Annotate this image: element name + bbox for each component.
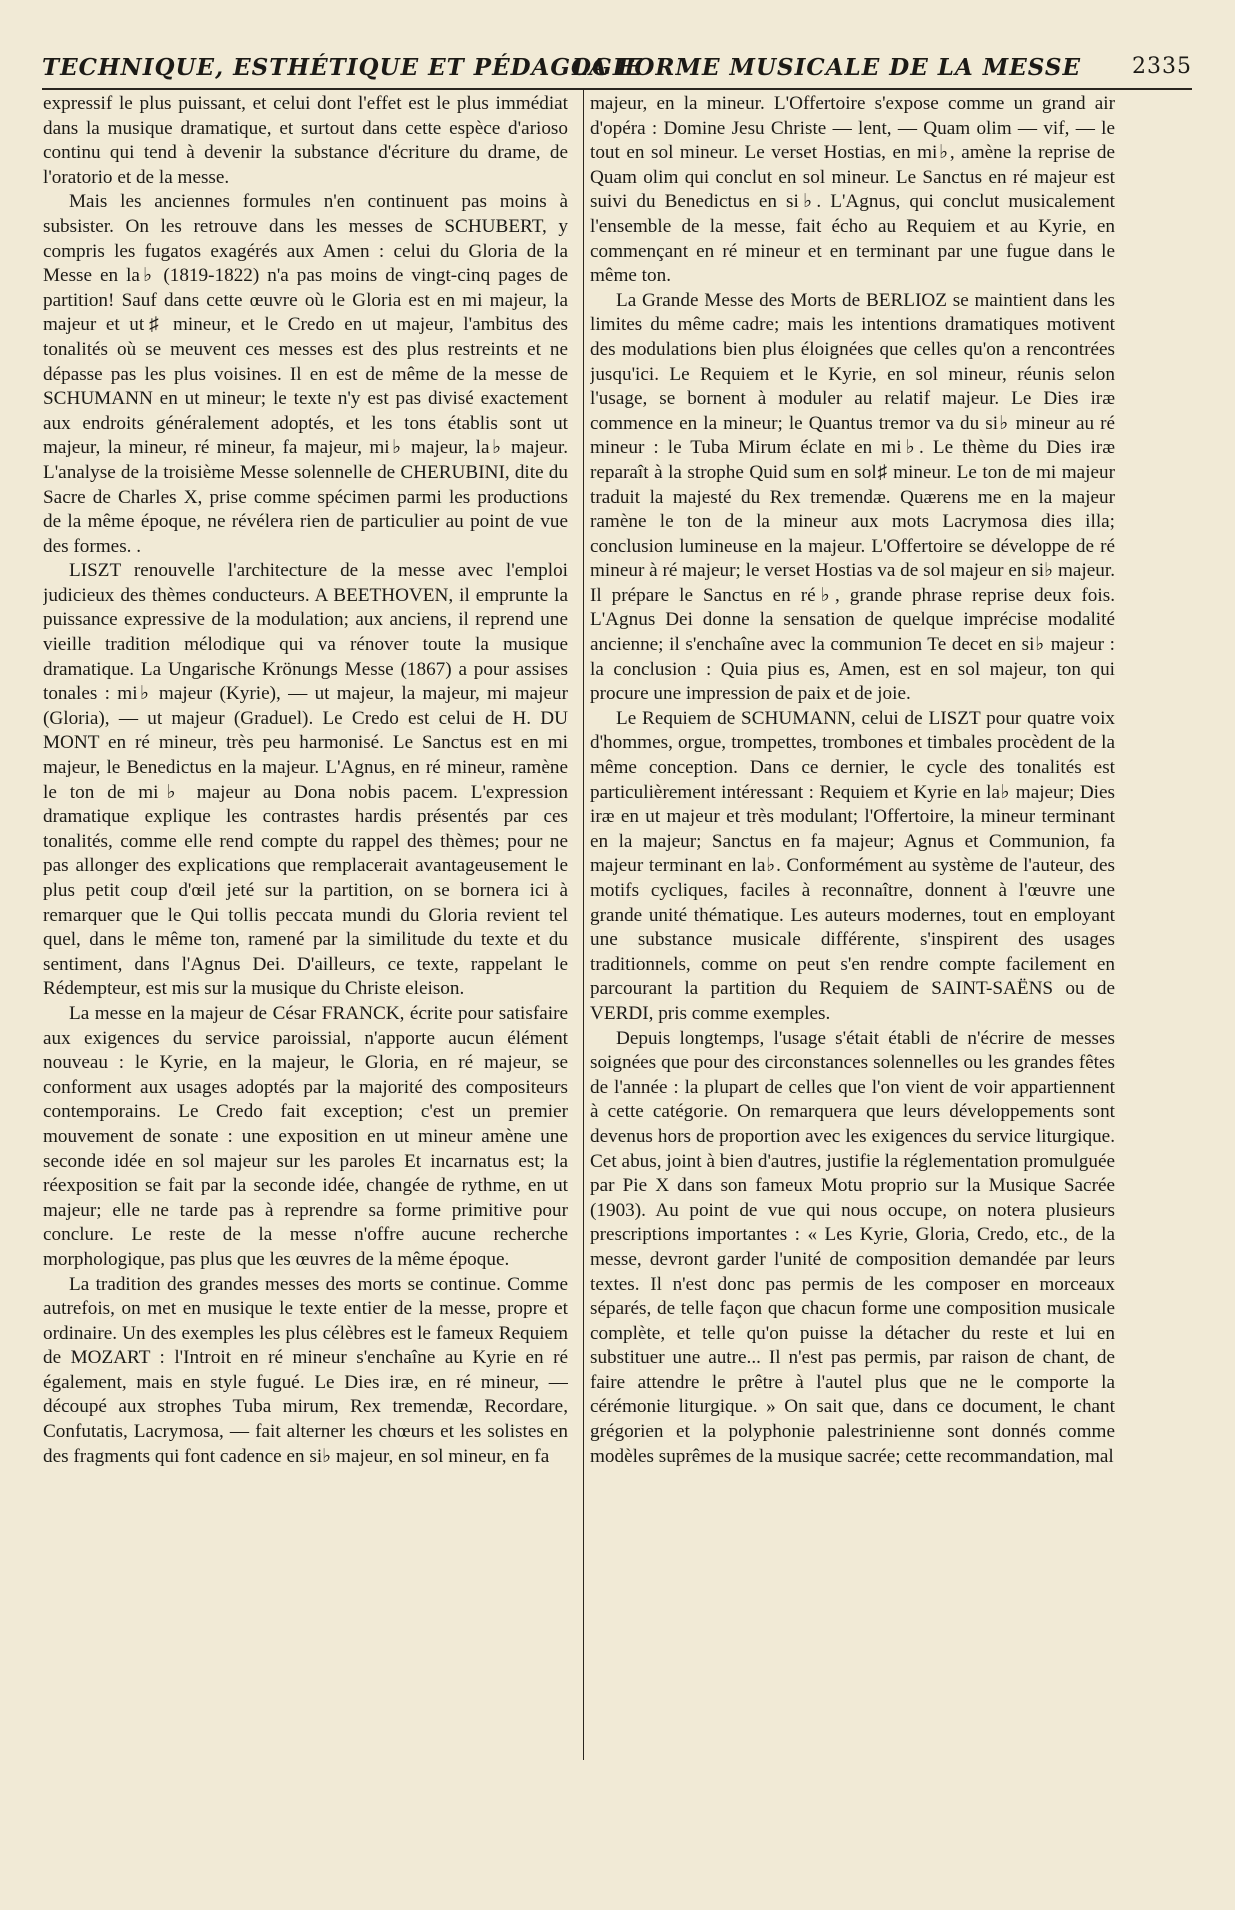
header-rule [42,88,1192,90]
paragraph: Depuis longtemps, l'usage s'était établi de n'écrire de messes soignées que pour des circonstances solennelles ou les grandes fêtes de l'année : la plupart de celles que l'on vient de voir appartiennent à cette catégorie. On remarquera que leurs développements sont devenus hors de proportion avec les exigences du service liturgique. Cet abus, joint à bien d'autres, justifie la réglementation promulguée par Pie X dans son fameux Motu proprio sur la Musique Sacrée (1903). Au point de vue qui nous occupe, on notera plusieurs prescriptions importantes : « Les Kyrie, Gloria, Credo, etc., de la messe, devront garder l'unité de composition demandée par leurs textes. Il n'est donc pas permis de les composer en morceaux séparés, de telle façon que chacun forme une composition musicale complète, et telle qu'on puisse la détacher du reste et lui en substituer une autre... Il n'est pas permis, par raison de chant, de faire attendre le prêtre à l'autel plus que ne le comporte la cérémonie liturgique. » On sait que, dans ce document, le chant grégorien et la polyphonie palestrinienne sont donnés comme modèles suprêmes de la musique sacrée; cette recommandation, mal [590,1027,1115,1467]
paragraph: Le Requiem de SCHUMANN, celui de LISZT pour quatre voix d'hommes, orgue, trompettes, trombones et timbales procèdent de la même conception. Dans ce dernier, le cycle des tonalités est particulièrement intéressant : Requiem et Kyrie en la♭ majeur; Dies iræ en ut majeur et très modulant; l'Offertoire, la mineur terminant en la majeur; Sanctus en fa majeur; Agnus et Communion, fa majeur terminant en la♭. Conformément au système de l'auteur, des motifs cycliques, faciles à reconnaître, donnent à l'œuvre une grande unité thématique. Les auteurs modernes, tout en employant une substance musicale différente, s'inspirent des usages traditionnels, comme on peut s'en rendre compte facilement en parcourant la partition du Requiem de SAINT-SAËNS ou de VERDI, pris comme exemples. [590,707,1115,1024]
header-left-title: TECHNIQUE, ESTHÉTIQUE ET PÉDAGOGIE [42,54,644,81]
header-right-title: LA FORME MUSICALE DE LA MESSE [572,54,1081,81]
paragraph: Mais les anciennes formules n'en continuent pas moins à subsister. On les retrouve dans les messes de SCHUBERT, y compris les fugatos exagérés aux Amen : celui du Gloria de la Messe en la♭ (1819-1822) n'a pas moins de vingt-cinq pages de partition! Sauf dans cette œuvre où le Gloria est en mi majeur, la majeur et ut♯ mineur, et le Credo en ut majeur, l'ambitus des tonalités où se meuvent ces messes est des plus restreints et ne dépasse pas les plus voisines. Il en est de même de la messe de SCHUMANN en ut mineur; le texte n'y est pas divisé exactement aux endroits généralement adoptés, et les tons établis sont ut majeur, la mineur, ré mineur, fa majeur, mi♭ majeur, la♭ majeur. L'analyse de la troisième Messe solennelle de CHERUBINI, dite du Sacre de Charles X, prise comme spécimen parmi les productions de la même époque, ne révélera rien de particulier au point de vue des formes. . [43,191,568,557]
paragraph: LISZT renouvelle l'architecture de la messe avec l'emploi judicieux des thèmes conducteurs. A BEETHOVEN, il emprunte la puissance expressive de la modulation; aux anciens, il reprend une vieille tradition mélodique qui va rénover toute la musique dramatique. La Ungarische Krönungs Messe (1867) a pour assises tonales : mi♭ majeur (Kyrie), — ut majeur, la majeur, mi majeur (Gloria), — ut majeur (Graduel). Le Credo est celui de H. DU MONT en ré mineur, très peu harmonisé. Le Sanctus est en mi majeur, le Benedictus en la majeur. L'Agnus, en ré mineur, ramène le ton de mi♭ majeur au Dona nobis pacem. L'expression dramatique explique les contrastes hardis présentés par ces tonalités, comme elle rend compte du rappel des thèmes; pour ne pas allonger des explications que remplacerait avantageusement le plus petit coup d'œil jeté sur la partition, on se bornera ici à remarquer que le Qui tollis peccata mundi du Gloria revient tel quel, dans le même ton, ramené par la similitude du texte et du sentiment, dans l'Agnus Dei. D'ailleurs, ce texte, rappelant le Rédempteur, est mis sur la musique du Christe eleison. [43,560,568,1000]
paragraph: La messe en la majeur de César FRANCK, écrite pour satisfaire aux exigences du service paroissial, n'apporte aucun élément nouveau : le Kyrie, en la majeur, le Gloria, en ré majeur, se conforment aux usages adoptés par la majorité des compositeurs contemporains. Le Credo fait exception; c'est un premier mouvement de sonate : une exposition en ut mineur amène une seconde idée en sol majeur sur les paroles Et incarnatus est; la réexposition se fait par la seconde idée, changée de rythme, en ut majeur; elle ne tarde pas à reprendre sa forme primitive pour conclure. Le reste de la messe n'offre aucune recherche morphologique, pas plus que les œuvres de la même époque. [43,1002,568,1270]
paragraph: La Grande Messe des Morts de BERLIOZ se maintient dans les limites du même cadre; mais les intentions dramatiques motivent des modulations bien plus éloignées que celles qu'on a rencontrées jusqu'ici. Le Requiem et le Kyrie, en sol mineur, réunis selon l'usage, se bornent à moduler au relatif majeur. Le Dies iræ commence en la mineur; le Quantus tremor va du si♭ mineur au ré mineur : le Tuba Mirum éclate en mi♭. Le thème du Dies iræ reparaît à la strophe Quid sum en sol♯ mineur. Le ton de mi majeur traduit la majesté du Rex tremendæ. Quærens me en la majeur ramène le ton de la mineur aux mots Lacrymosa dies illa; conclusion lumineuse en la majeur. L'Offertoire se développe de ré mineur à ré majeur; le verset Hostias va de sol majeur en si♭ majeur. Il prépare le Sanctus en ré♭, grande phrase reprise deux fois. L'Agnus Dei donne la sensation de quelque imprécise modalité ancienne; il s'enchaîne avec la communion Te decet en si♭ majeur : la conclusion : Quia pius es, Amen, est en sol majeur, ton qui procure une impression de paix et de joie. [590,289,1115,705]
left-column [43,92,568,1762]
page-number: 2335 [1132,54,1192,79]
paragraph: majeur, en la mineur. L'Offertoire s'expose comme un grand air d'opéra : Domine Jesu Christe — lent, — Quam olim — vif, — le tout en sol mineur. Le verset Hostias, en mi♭, amène la reprise de Quam olim qui conclut en sol mineur. Le Sanctus en ré majeur est suivi du Benedictus en si♭. L'Agnus, qui conclut musicalement l'ensemble de la messe, fait écho au Requiem et au Kyrie, en commençant en ré mineur et en terminant par une fugue dans le même ton. [590,93,1115,287]
right-column [590,92,1115,1762]
column-divider [583,88,584,1760]
running-header [42,54,1192,84]
paragraph: La tradition des grandes messes des morts se continue. Comme autrefois, on met en musique le texte entier de la messe, propre et ordinaire. Un des exemples les plus célèbres est le fameux Requiem de MOZART : l'Introit en ré mineur s'enchaîne au Kyrie en ré également, mais en style fugué. Le Dies iræ, en ré mineur, — découpé aux strophes Tuba mirum, Rex tremendæ, Recordare, Confutatis, Lacrymosa, — fait alterner les chœurs et les solistes en des fragments qui font cadence en si♭ majeur, en sol mineur, en fa [43,1273,568,1467]
paragraph: expressif le plus puissant, et celui dont l'effet est le plus immédiat dans la musique dramatique, et surtout dans cette espèce d'arioso continu qui tend à devenir la substance d'écriture du drame, de l'oratorio et de la messe. [43,93,568,188]
